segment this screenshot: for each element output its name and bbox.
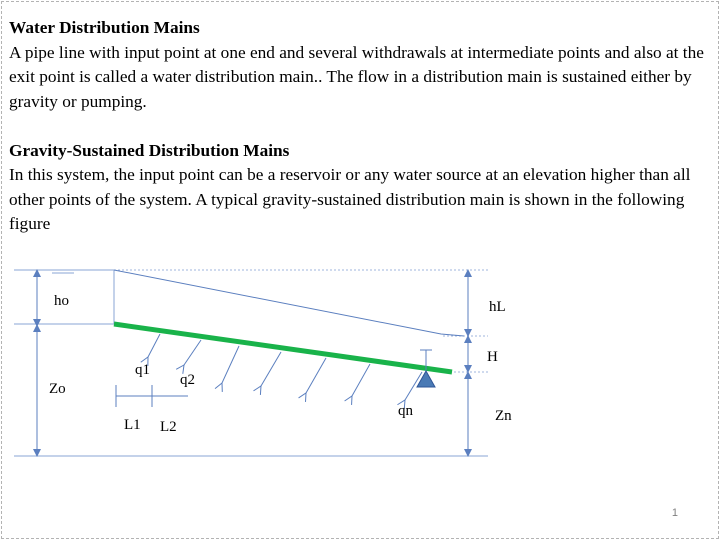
label-q2: q2 — [180, 372, 195, 388]
page-number: 1 — [671, 507, 678, 519]
withdrawal-arrow-6 — [352, 364, 370, 396]
label-ho: ho — [54, 293, 69, 309]
label-l1: L1 — [124, 417, 141, 433]
label-h: H — [487, 349, 498, 365]
withdrawal-arrow-q2 — [184, 340, 201, 365]
withdrawal-arrow-q1 — [148, 334, 160, 357]
section-body-distribution-mains: A pipe line with input point at one end and several withdrawals at intermediate points and also at the exit point is called a water distribution main.. The flow in a distribution main is sustained either by gravity or pumping. — [9, 42, 704, 111]
section-body-gravity-sustained: In this system, the input point can be a reservoir or any water source at an elevation higher than all other points of the system. A typical gravity-sustained distribution main is shown in the following figure — [9, 165, 691, 233]
label-zn: Zn — [495, 408, 512, 424]
slide — [1, 1, 719, 539]
label-hl: hL — [489, 299, 506, 315]
label-q1: q1 — [135, 362, 150, 378]
withdrawal-arrow-5 — [306, 358, 326, 393]
section-title-gravity-sustained: Gravity-Sustained Distribution Mains — [9, 140, 290, 160]
withdrawal-arrows — [148, 334, 422, 400]
label-qn: qn — [398, 403, 413, 419]
hydraulic-grade-line — [114, 270, 464, 336]
withdrawal-arrow-3 — [222, 346, 239, 383]
withdrawal-arrow-4 — [261, 352, 281, 386]
section-title-distribution-mains: Water Distribution Mains — [9, 18, 200, 37]
valve-icon — [417, 371, 435, 387]
distribution-main-figure — [2, 2, 720, 540]
label-l2: L2 — [160, 419, 177, 435]
label-zo: Zo — [49, 381, 66, 397]
distribution-pipe — [114, 324, 452, 372]
